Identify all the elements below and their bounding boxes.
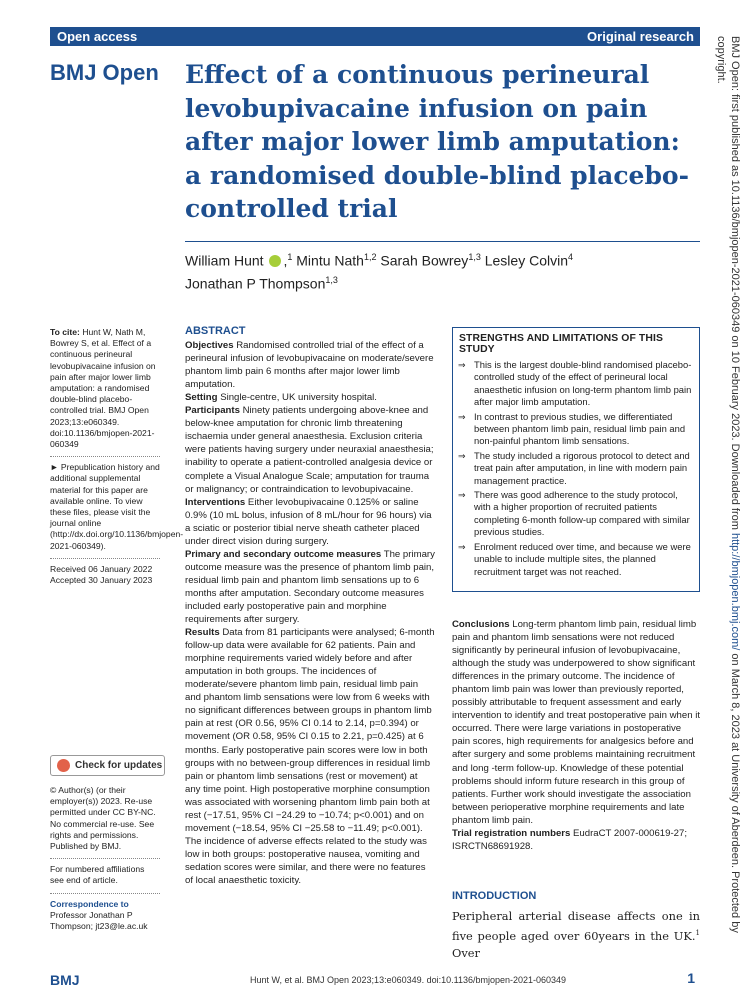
page-footer	[50, 972, 700, 992]
crossmark-icon	[57, 759, 70, 772]
list-item: ⇒ Enrolment reduced over time, and because we were unable to include multiple sites, the planned recruitment target was not reached.	[458, 541, 693, 578]
copyright-text: © Author(s) (or their employer(s)) 2023. Re-use permitted under CC BY-NC. No commercial re-use. See rights and permissions. Published by BMJ.	[50, 785, 156, 852]
participants-text: Ninety patients undergoing above-knee and below-knee amputation for chronic limb threatening ischaemia under general anaesthesia. Exclusion criteria were patients having surgery under neuraxial anaesthesia; inability to operate a patient-controlled analgesia device or complete a Visual Analogue Scale; amputation for trauma or malignancy; or contraindication to levobupivacaine.	[185, 405, 434, 495]
divider	[50, 858, 160, 859]
open-access-label: Open access	[57, 29, 138, 44]
prepub-note[interactable]: ► Prepublication history and additional supplemental material for this paper are available online. To view these files, please visit the journal online (http://dx.doi.org/10.1136/bmjopen-2021-060349).	[50, 462, 184, 551]
cite-label: To cite:	[50, 327, 80, 337]
vertical-sidebar	[710, 36, 742, 981]
correspondence-label: Correspondence to	[50, 898, 129, 909]
orcid-icon[interactable]	[269, 255, 281, 267]
trial-label: Trial registration numbers	[452, 827, 571, 839]
author-name[interactable]: Jonathan P Thompson	[185, 275, 326, 292]
author-aff: 1,3	[468, 252, 481, 262]
footer-citation: Hunt W, et al. BMJ Open 2023;13:e060349. doi:10.1136/bmjopen-2021-060349	[250, 975, 567, 985]
author-name[interactable]: William Hunt	[185, 252, 264, 269]
list-item: ⇒ The study included a rigorous protocol to detect and treat pain after amputation, in line with modern pain management practice.	[458, 450, 693, 487]
article-info-column	[50, 327, 184, 586]
results-label: Results	[185, 627, 220, 639]
check-updates-label: Check for updates	[75, 760, 163, 771]
trial-text: EudraCT 2007-000619-27; ISRCTN68691928.	[452, 827, 687, 852]
sidebar-text	[710, 36, 742, 981]
check-updates-button[interactable]	[50, 755, 165, 776]
participants-label: Participants	[185, 405, 240, 417]
received-date: Received 06 January 2022	[50, 563, 153, 574]
affiliations-note: For numbered affiliations see end of article.	[50, 864, 145, 886]
sidebar-pre: BMJ Open: first published as 10.1136/bmjopen-2021-060349 on 10 February 2023. Downloaded from	[729, 36, 741, 533]
objectives-text: Randomised controlled trial of the effect of a perineural infusion of levobupivacaine on moderate/severe phantom limb pain 6 months after major lower limb amputation.	[185, 340, 434, 391]
introduction-heading: INTRODUCTION	[452, 890, 537, 902]
outcomes-label: Primary and secondary outcome measures	[185, 548, 382, 560]
cite-text: Hunt W, Nath M, Bowrey S, et al. Effect of a continuous perineural levobupivacaine infusion on pain after major lower limb amputation: a randomised double-blind placebo-controlled trial. BMJ Open 2023;13:e060349. doi:10.1136/bmjopen-2021-060349	[50, 327, 156, 450]
objectives-label: Objectives	[185, 340, 234, 352]
strengths-heading: STRENGTHS AND LIMITATIONS OF THIS STUDY	[459, 333, 663, 355]
author-list: William Hunt ,$^1$ Mintu Nath$^{1,2}$ Sarah Bowrey$^{1,3}$ Lesley Colvin$^4$ Jonathan P Thompson$^{1,3}$	[185, 252, 573, 292]
author-name[interactable]: Lesley Colvin	[484, 252, 568, 269]
sidebar-post: on March 8, 2023 at University of Aberdeen. Protected by copyright.	[715, 36, 741, 933]
article-title: Effect of a continuous perineural levobupivacaine infusion on pain after major lower limb amputation: a randomised double-blind placebo-controlled trial	[185, 60, 689, 223]
divider	[50, 893, 160, 894]
introduction-section	[452, 890, 700, 962]
page-number: 1	[687, 970, 695, 986]
footer-logo: BMJ	[50, 972, 80, 988]
top-banner	[50, 27, 700, 46]
results-text: Data from 81 participants were analysed; 6-month follow-up data were available for 62 patients. Pain and morphine requirements varied widely before and after amputation in both groups. The incidences of moderate/severe phantom limb pain, residual limb pain and phantom limb sensations were low from 6 weeks with no significant differences between groups in phantom limb pain at rest (OR 0.56, 95% CI 0.14 to 2.14, p=0.394) or movement (OR 0.58, 95% CI 0.15 to 2.21, p=0.425) at 6 months. Early postoperative pain scores were low in both groups with no between-group differences in residual limb pain or phantom limb sensations (rest or movement) at any time point. High postoperative morphine consumption was associated with worsening phantom limb pain both at rest (−17.51, 95% CI −24.29 to −10.74; p<0.001) and on movement (−18.54, 95% CI −25.58 to −11.49; p<0.001). The incidence of adverse effects related to the study was low in both groups: postoperative nausea, vomiting and sedation scores were similar, and there were no features of local anaesthetic toxicity.	[185, 627, 435, 886]
abstract	[185, 325, 435, 887]
interventions-text: Either levobupivacaine 0.125% or saline 0.9% (10 mL bolus, infusion of 8 mL/hour for 96 hours) via a sciatic or posterior tibial nerve sheath catheter placed under direct vision during surgery.	[185, 496, 432, 547]
strengths-limitations-box	[452, 327, 700, 592]
interventions-label: Interventions	[185, 496, 246, 508]
sidebar-link[interactable]: http://bmjopen.bmj.com/	[729, 532, 741, 651]
strengths-list	[453, 355, 699, 578]
reference-marker[interactable]: 1	[695, 929, 700, 937]
introduction-text: Peripheral arterial disease affects one in five people aged over 60years in the UK.	[452, 909, 700, 943]
abstract-conclusions	[452, 618, 700, 853]
outcomes-text: The primary outcome measure was the presence of phantom limb pain, residual limb pain and phantom limb sensations up to 6 months after amputation. Secondary outcome measures included early postoperative pain and morphine requirements after surgery.	[185, 548, 435, 626]
divider	[50, 558, 160, 559]
list-item: ⇒ In contrast to previous studies, we differentiated between phantom limb pain, residual limb pain and non-painful phantom limb sensations.	[458, 411, 693, 448]
list-item: ⇒ There was good adherence to the study protocol, with a higher proportion of recruited patients completing 6-month follow-up compared with similar previous studies.	[458, 489, 693, 539]
setting-label: Setting	[185, 392, 218, 404]
correspondence-text[interactable]: Professor Jonathan P Thompson; jt23@le.ac.uk	[50, 909, 148, 932]
conclusions-text: Long-term phantom limb pain, residual limb pain and phantom limb sensations were not reduced significantly by perineural infusion of levobupivacaine, although the study was underpowered to show significant differences in the primary outcome. The incidence of phantom limb pain was lower than previously reported, possibly attributable to frequent assessment and early intervention to identify and treat postoperative pain when it occurred. There were large variations in postoperative pain scores, high requirements for analgesics before and after surgery and some problems maintaining recruitment and long -term follow-up. Knowledge of these potential problems should inform future research in this group of patients. Further work should investigate the association between perioperative morphine requirements and late phantom limb pain.	[452, 619, 700, 826]
abstract-heading: ABSTRACT	[185, 325, 246, 337]
setting-text: Single-centre, UK university hospital.	[220, 392, 377, 404]
divider	[50, 456, 160, 457]
author-aff: 1	[287, 252, 293, 262]
rights-column	[50, 785, 160, 932]
author-aff: 1,2	[363, 252, 377, 262]
title-divider	[185, 241, 700, 242]
author-aff: 4	[567, 252, 573, 262]
introduction-tail: Over	[452, 945, 480, 960]
author-name[interactable]: Mintu Nath	[296, 252, 364, 269]
conclusions-label: Conclusions	[452, 619, 510, 630]
accepted-date: Accepted 30 January 2023	[50, 575, 153, 586]
list-item: ⇒ This is the largest double-blind randomised placebo-controlled study of the effect of perineural local anaesthetic infusion on long-term phantom limb pain after major limb amputation.	[458, 359, 693, 409]
journal-logo: BMJ Open	[50, 60, 159, 85]
author-name[interactable]: Sarah Bowrey	[380, 252, 469, 269]
section-label: Original research	[587, 29, 694, 44]
author-aff: 1,3	[325, 274, 338, 285]
